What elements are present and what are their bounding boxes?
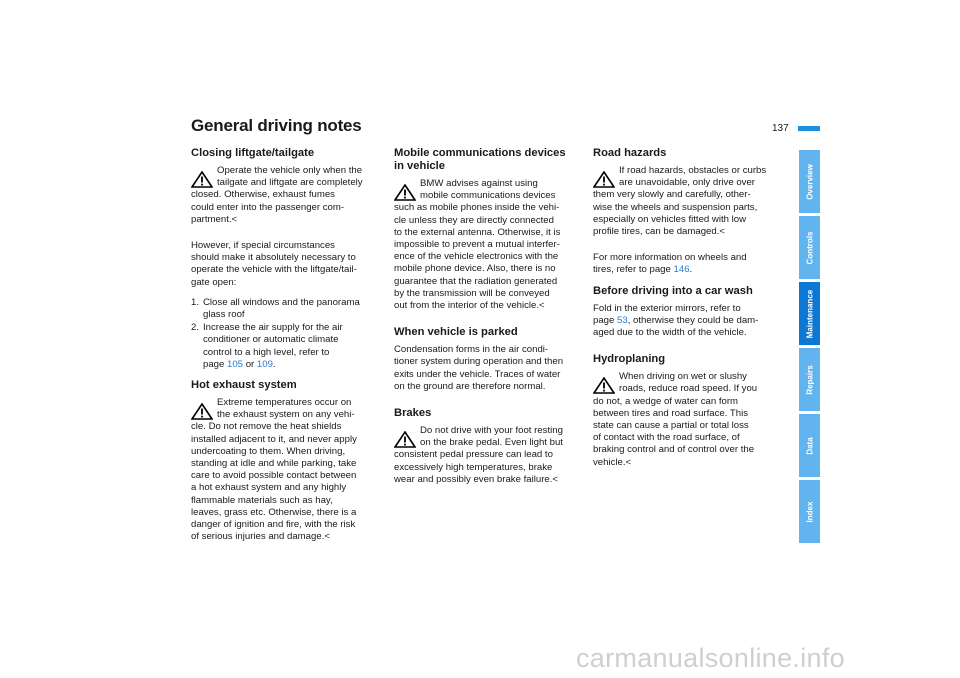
sidebar-tab-controls[interactable]: Controls <box>799 216 820 279</box>
warning-triangle-icon <box>191 403 213 420</box>
sidebar-tab-index[interactable]: Index <box>799 480 820 543</box>
sidebar-tab-data[interactable]: Data <box>799 414 820 477</box>
warning-road-hazards: If road hazards, obstacles or curbs are unavoidable, only drive over them very slowly and carefully, other- wise the wheels and suspension parts, especially on vehicles fitted with low profile tires, can be damaged.< <box>593 165 767 238</box>
warning-hydroplaning: When driving on wet or slushy roads, reduce road speed. If you do not, a wedge of water can form between tires and road surface. This state can cause a partial or total loss of contact with the road surface, of braking control and of control over the vehicle.< <box>593 371 758 468</box>
column-1 <box>191 147 381 551</box>
watermark: carmanualsonline.info <box>576 643 845 673</box>
sidebar-tab-repairs[interactable]: Repairs <box>799 348 820 411</box>
list-item: 2. Increase the air supply for the air conditioner or automatic climate control to a high level, refer to page 105 or 109. <box>191 322 343 370</box>
warning-exhaust: Extreme temperatures occur on the exhaust system on any vehi- cle. Do not remove the heat shields installed adjacent to it, and never apply undercoating to them. When driving, standing at idle and while parking, take care to avoid possible contact between a hot exhaust system and any highly flammable materials such as hay, leaves, grass etc. Otherwise, there is a danger of ignition and fire, with the risk of serious injuries and damage.< <box>191 397 357 543</box>
page-link-105[interactable]: 105 <box>227 358 244 370</box>
column-2 <box>394 147 584 494</box>
paragraph-wheels-info: For more information on wheels and tires, refer to page 146. <box>593 252 747 276</box>
page-link-146[interactable]: 146 <box>673 264 690 276</box>
warning-mobile: BMW advises against using mobile communications devices such as mobile phones inside the vehi- cle unless they are directly connected to the external antenna. Otherwise, it is impossible to prevent a mutual interfer- ence of the vehicle electronics with the mobile phone device. Also, there is no guarantee that the radiation generated by the transmission will be conveyed out from the interior of the vehicle.< <box>394 178 561 312</box>
warning-brakes: Do not drive with your foot resting on the brake pedal. Even light but consistent pedal pressure can lead to excessively high temperatures, brake wear and possibly even brake failure.< <box>394 425 563 485</box>
heading-mobile-communications: Mobile communications devices in vehicle <box>394 147 566 172</box>
page-link-53[interactable]: 53 <box>617 314 628 326</box>
heading-brakes: Brakes <box>394 407 432 420</box>
heading-closing-liftgate: Closing liftgate/tailgate <box>191 147 315 159</box>
end-mark: < <box>324 531 330 543</box>
page-link-109[interactable]: 109 <box>256 358 273 370</box>
end-mark: < <box>552 473 558 485</box>
heading-car-wash: Before driving into a car wash <box>593 284 753 297</box>
page-number-bar <box>798 126 820 131</box>
heading-vehicle-parked: When vehicle is parked <box>394 326 518 339</box>
heading-road-hazards: Road hazards <box>593 147 667 159</box>
sidebar-tab-maintenance[interactable]: Maintenance <box>799 282 820 345</box>
paragraph-condensation: Condensation forms in the air condi- tioner system during operation and then exits under the vehicle. Traces of water on the ground are therefore normal. <box>394 344 564 392</box>
end-mark: < <box>625 456 632 468</box>
sidebar-tab-overview[interactable]: Overview <box>799 150 820 213</box>
list-item: 1. Close all windows and the panorama glass roof <box>191 296 360 321</box>
warning-triangle-icon <box>191 171 213 188</box>
steps-list <box>191 297 381 371</box>
paragraph-special-circumstances: However, if special circumstances should make it absolutely necessary to operate the vehicle with the liftgate/tail- gate open: <box>191 240 357 288</box>
warning-triangle-icon <box>394 184 416 201</box>
warning-triangle-icon <box>593 171 615 188</box>
warning-triangle-icon <box>394 431 416 448</box>
column-3 <box>593 147 783 477</box>
end-mark: < <box>539 300 545 312</box>
warning-triangle-icon <box>593 377 615 394</box>
end-mark: < <box>719 226 726 238</box>
end-mark: < <box>231 213 238 225</box>
paragraph-car-wash: Fold in the exterior mirrors, refer to page 53, otherwise they could be dam- aged due to the width of the vehicle. <box>593 302 759 339</box>
page-number: 137 <box>772 123 789 134</box>
heading-hot-exhaust: Hot exhaust system <box>191 379 297 392</box>
warning-liftgate: Operate the vehicle only when the tailgate and liftgate are completely closed. Otherwise, exhaust fumes could enter into the passenger com- partment.< <box>191 165 363 225</box>
heading-hydroplaning: Hydroplaning <box>593 353 666 366</box>
page-title: General driving notes <box>191 116 362 135</box>
